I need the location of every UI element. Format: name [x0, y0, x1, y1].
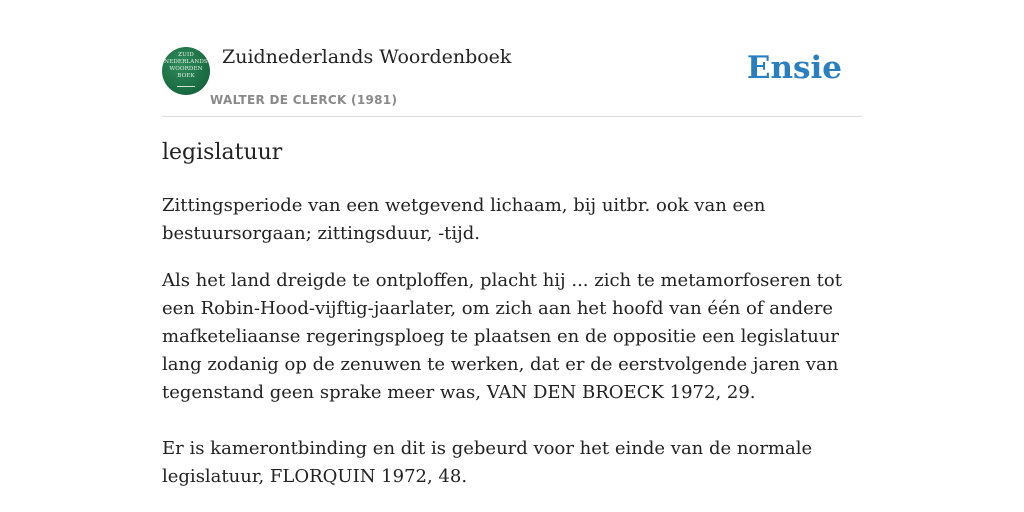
entry-definition: Zittingsperiode van een wetgevend lichaam, bij uitbr. ook van een bestuursorgaan; zittingsduur, -tijd. [162, 195, 766, 244]
entry-examples [162, 267, 866, 491]
dictionary-title[interactable]: Zuidnederlands Woordenboek [222, 46, 512, 68]
page [162, 0, 862, 487]
logo-line: NEDERLANDS [164, 59, 208, 65]
logo-line: BOEK [177, 73, 195, 79]
dictionary-logo[interactable] [162, 47, 210, 95]
dictionary-header [162, 0, 862, 117]
example-quote: Als het land dreigde te ontploffen, placht hij ... zich te metamorfoseren tot een Robin-Hood-vijftig-jaarlater, om zich aan het hoofd van één of andere mafketeliaanse regeringsploeg te plaatsen en de oppositie een legislatuur lang zodanig op de zenuwen te werken, dat er de eerstvolgende jaren van tegenstand geen sprake meer was, VAN DEN BROECK 1972, 29. [162, 270, 842, 403]
entry-headword: legislatuur [162, 140, 283, 165]
logo-line: WOORDEN [169, 66, 203, 72]
ensie-logo-link[interactable]: Ensie [746, 50, 842, 86]
example-quote: Er is kamerontbinding en dit is gebeurd voor het einde van de normale legislatuur, FLORQUIN 1972, 48. [162, 438, 813, 487]
logo-rule [177, 86, 195, 87]
logo-wordmark [162, 52, 210, 80]
logo-line: ZUID [178, 52, 194, 58]
dictionary-author: WALTER DE CLERCK (1981) [210, 93, 398, 107]
